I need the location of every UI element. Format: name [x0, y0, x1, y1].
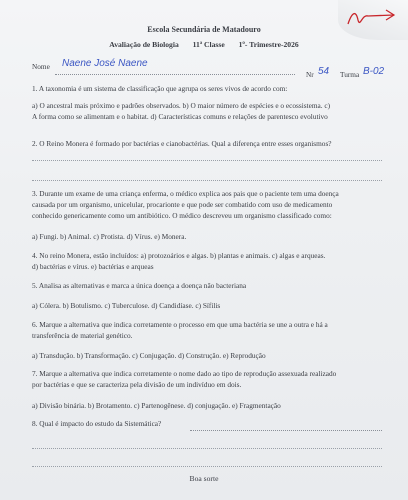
exam-name: Avaliação de Biologia	[109, 40, 179, 49]
footer-good-luck: Boa sorte	[189, 474, 219, 483]
number-label: Nr	[306, 70, 314, 79]
q7-text-1: 7. Marque a alternativa que indica corretamente o nome dado ao tipo de reprodução assexuada realizado	[32, 369, 337, 378]
q4-text: 4. No reino Monera, estão incluídos: a) protozoários e algas. b) plantas e animais. c) algas e arqueas.	[32, 251, 326, 260]
q3-text-1: 3. Durante um exame de uma criança enferma, o médico explica aos pais que o paciente tem uma doença	[32, 189, 339, 198]
student-name: Naene José Naene	[62, 58, 148, 69]
q3-text-2: causada por um organismo, unicelular, procarionte e que pode ser combatido com uso de medicamento	[32, 200, 333, 209]
q7-text-2: por bactérias e que se caracteriza pela divisão de um indivíduo em dois.	[32, 380, 242, 389]
q2-text: 2. O Reino Monera é formado por bactérias e cianobactérias. Qual a diferença entre esses organismos?	[32, 139, 332, 148]
q7-options: a) Divisão binária. b) Brotamento. c) Partenogênese. d) conjugação. e) Fragmentação	[32, 401, 281, 410]
q8-text: 8. Qual é impacto do estudo da Sistemática?	[32, 419, 162, 428]
q4-options: d) bactérias e vírus. e) bactérias e arqueas	[32, 262, 154, 271]
q8-answer-line-1	[32, 448, 382, 449]
q8-answer-line-2	[32, 466, 382, 467]
q5-options: a) Cólera. b) Botulismo. c) Tuberculose. d) Candidíase. c) Sífilis	[32, 301, 221, 310]
q6-text-1: 6. Marque a alternativa que indica corretamente o processo em que uma bactéria se une a outra e há a	[32, 320, 328, 329]
name-underline	[55, 74, 295, 75]
name-label: Nome	[32, 62, 50, 71]
exam-class: 11ª Classe	[192, 40, 225, 49]
q5-text: 5. Analisa as alternativas e marca a única doença a doença não bacteriana	[32, 281, 247, 290]
class-label: Turma	[340, 70, 360, 79]
exam-subtitle	[0, 40, 408, 49]
q6-text-2: transferência de material genético.	[32, 331, 133, 340]
student-number: 54	[318, 66, 330, 77]
q1-text: 1. A taxonomia é um sistema de classificação que agrupa os seres vivos de acordo com:	[32, 84, 288, 93]
q8-answer-inline	[190, 430, 382, 431]
q1-options-2: A forma como se alimentam e o habitat. d) Características comuns e relações de parentesco evolutivo	[32, 112, 328, 121]
student-class: B-02	[363, 66, 385, 77]
exam-term: 1º- Trimestre-2026	[238, 40, 299, 49]
q2-answer-line-1	[32, 160, 382, 161]
q6-options: a) Transdução. b) Transformação. c) Conjugação. d) Construção. e) Reprodução	[32, 351, 266, 360]
q3-text-3: conhecido genericamente como um antibiótico. O médico descreveu um organismo classificado como:	[32, 211, 332, 220]
school-title: Escola Secundária de Matadouro	[147, 25, 261, 34]
q1-options-1: a) O ancestral mais próximo e padrões observados. b) O maior número de espécies e o ecossistema. c)	[32, 101, 331, 110]
q3-options: a) Fungi. b) Animal. c) Protista. d) Vírus. e) Monera.	[32, 232, 187, 241]
q2-answer-line-2	[32, 180, 382, 181]
